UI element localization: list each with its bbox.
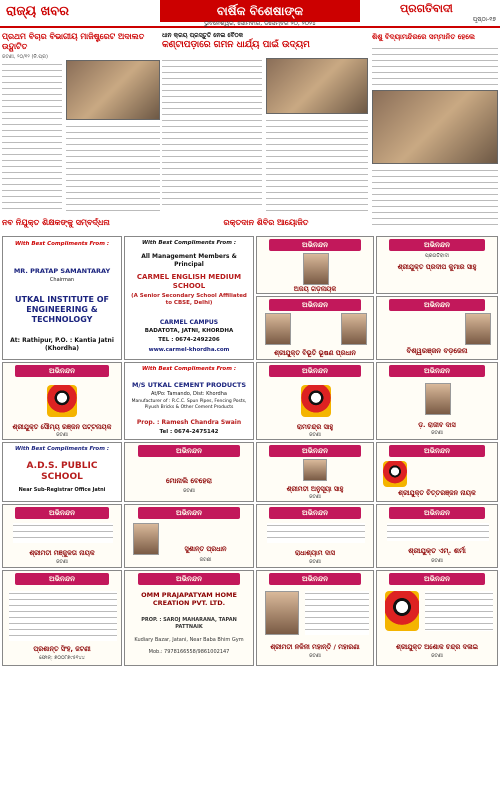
ad-name: ଶ୍ରୀମତୀ ମଞ୍ଜୁଳତା ନାୟକ — [29, 549, 95, 557]
ad-omm-prajapatyam — [124, 570, 254, 666]
ad-banner: ଅଭିନନ୍ଦନ — [269, 445, 362, 457]
ad-banner: ଅଭିନନ୍ଦନ — [15, 573, 109, 585]
ad-utkal-cement — [124, 362, 254, 440]
story-dateline: ଜଟଣୀ, ୨୦/୧୨ (ନି.ପ୍ର) — [2, 54, 48, 60]
ad-utkal-institute — [2, 236, 122, 360]
page-number: ପୃଷ୍ଠା-୧୭ — [472, 16, 496, 23]
ad-sub: ଜଟଣୀ — [56, 559, 68, 565]
ad-banner: ଅଭିନନ୍ଦନ — [389, 445, 485, 457]
ad-name: ଶ୍ରୀଯୁକ୍ତ ବିଭୂତି ଭୂଷଣ ପ୍ରଧାନ — [274, 349, 356, 357]
ad-banner: ଅଭିନନ୍ଦନ — [389, 239, 485, 251]
ad-congrats — [376, 362, 498, 440]
ad-ads-school — [2, 442, 122, 502]
ad-congrats — [256, 570, 374, 666]
story-headline: ଶିଶୁ ବିଦ୍ୟାମନ୍ଦିରରେ ସମ୍ମାନିତ ହେଲେ — [372, 33, 475, 41]
ad-name: MR. PRATAP SAMANTARAY — [13, 267, 111, 275]
ad-phone: TEL : 0674-2492206 — [158, 337, 220, 343]
ad-banner: ଅଭିନନ୍ଦନ — [389, 573, 485, 585]
ad-org: UTKAL INSTITUTE OF ENGINEERING & TECHNOLOGY — [14, 295, 110, 324]
ad-sub: ଜଟଣୀ — [431, 558, 443, 564]
ad-products: Manufacturer of : R.C.C. Spun Pipes, Fencing Posts, Piyush Bricks & Other Cement Products — [131, 399, 247, 410]
portrait-photo — [133, 523, 159, 555]
ad-name: ବିଶ୍ୱରଞ୍ଜନ ବଡ଼ଜେନା — [406, 347, 468, 355]
ad-banner: ଅଭିନନ୍ଦନ — [15, 365, 109, 377]
ad-name: ସୁଶାନ୍ତ ପ୍ରଧାନ — [184, 545, 227, 553]
ad-name: ଅଜୟ ଗଡ଼ନାୟକ — [293, 285, 337, 293]
ad-org: OMM PRAJAPATYAM HOME CREATION PVT. LTD. — [141, 591, 237, 607]
ad-phone: Mob.: 7978166558/9861002147 — [148, 649, 230, 655]
ad-name: ରାମଚନ୍ଦ୍ର ସାହୁ — [296, 423, 334, 431]
story-headline: ନବ ନିଯୁକ୍ତ ଶିକ୍ଷକଙ୍କୁ ସମ୍ବର୍ଦ୍ଧନା — [2, 218, 110, 227]
story-body — [162, 58, 262, 208]
ad-banner: ଅଭିନନ୍ଦନ — [269, 365, 362, 377]
ad-banner: ଅଭିନନ୍ଦନ — [269, 573, 362, 585]
ad-address: BADATOTA, JATNI, KHORDHA — [144, 328, 234, 334]
story-kicker: ଧାନ କ୍ରୟ ପ୍ରସ୍ତୁତି ନେଇ ବୈଠକ — [162, 32, 244, 39]
ad-text — [425, 591, 493, 631]
story-body — [372, 46, 498, 86]
ad-address: Kudiary Bazar, Jatani, Near Baba Bhim Gym — [134, 637, 244, 643]
ad-banner: With Best Compliments From : — [141, 366, 237, 372]
ad-congrats — [2, 570, 122, 666]
ad-banner: ଅଭିନନ୍ଦନ — [269, 239, 362, 251]
story-court-inauguration — [2, 32, 160, 216]
ad-banner: With Best Compliments From : — [14, 446, 110, 452]
ad-congrats — [256, 504, 374, 568]
ad-congrats — [376, 236, 498, 294]
ad-name: ଶ୍ରୀଯୁକ୍ତ ସୌମ୍ୟ ରଞ୍ଜନ ପଟ୍ଟନାୟକ — [12, 423, 112, 431]
ad-carmel-school — [124, 236, 254, 360]
ad-text — [267, 523, 365, 543]
story-photo — [266, 58, 368, 114]
story-headline: ରକ୍ତଦାନ ଶିବିର ଆୟୋଜିତ — [223, 218, 309, 227]
ad-banner: With Best Compliments From : — [14, 241, 110, 247]
edition-date: ଭୁବନେଶ୍ୱର, ସୋମବାର, ଡିସେମ୍ବର ୨୦, ୨୦୨୪ — [204, 20, 316, 27]
story-body-2 — [66, 124, 160, 214]
ad-sub: ଜଟଣୀ — [309, 494, 321, 500]
ad-banner: ଅଭିନନ୍ଦନ — [138, 445, 240, 457]
ad-congrats — [2, 362, 122, 440]
ad-banner: ଅଭିନନ୍ଦନ — [389, 365, 485, 377]
ad-campus: CARMEL CAMPUS — [159, 319, 219, 326]
ad-proprietor: PROP. : SAROJ MAHARANA, TAPAN PATTNAIK — [141, 617, 237, 630]
story-headline: ପ୍ରଥମ ବିଚାର ବିଭାଗୀୟ ମାଜିଷ୍ଟ୍ରେଟ ଅଦାଲତ ଉଦ୍ଘାଟିତ — [2, 32, 145, 51]
ad-org: M/S UTKAL CEMENT PRODUCTS — [131, 381, 247, 389]
ad-org: A.D.S. PUBLIC SCHOOL — [26, 461, 98, 482]
ad-name: ଶ୍ରୀଯୁକ୍ତ ପ୍ରଦୀପ କୁମାର ସାହୁ — [397, 263, 477, 271]
ad-banner: ଅଭିନନ୍ଦନ — [269, 507, 362, 519]
ad-congrats — [124, 442, 254, 502]
ad-sub: ପ୍ରଗତିବାଦୀ — [424, 253, 449, 259]
special-edition-title: ବାର୍ଷିକ ବିଶେଷାଙ୍କ — [160, 0, 360, 22]
ad-phone: Tel : 0674-2475142 — [159, 429, 219, 435]
advertisement-grid — [0, 236, 500, 788]
ad-congrats — [376, 504, 498, 568]
ad-sub: ଜଟଣୀ — [431, 430, 443, 436]
story-headline: କଣ୍ଟାପଡ଼ାରେ ଗମନ ଧାର୍ଯ୍ୟ ପାଇଁ ଉଦ୍ୟମ — [162, 40, 310, 50]
portrait-photo — [265, 591, 299, 635]
ad-name: ଶ୍ରୀଯୁକ୍ତ ଏମ୍. ଶର୍ମା — [408, 547, 466, 555]
ad-banner: With Best Compliments From : — [141, 240, 237, 246]
section-title: ରାଜ୍ୟ ଖବର — [6, 4, 70, 19]
ad-congrats — [376, 442, 498, 502]
ad-congrats — [376, 570, 498, 666]
ad-name: ଡ଼. ରାଜୀବ ଦାସ — [418, 421, 456, 429]
newspaper-logo: ପ୍ରଗତିବାଦୀ — [400, 2, 453, 15]
story-teacher-welcome — [2, 218, 160, 236]
portrait-photo — [303, 253, 329, 285]
ad-banner: ଅଭିନନ୍ଦନ — [389, 507, 485, 519]
ad-sub: ଜଟଣୀ — [309, 432, 321, 438]
ad-proprietor: Prop. : Ramesh Chandra Swain — [136, 419, 242, 426]
masthead — [0, 0, 500, 28]
ad-congrats — [256, 442, 374, 502]
deity-image — [383, 461, 407, 487]
ad-congrats — [2, 504, 122, 568]
ad-website[interactable]: www.carmel-khordha.com — [148, 347, 230, 353]
ad-role: Chairman — [49, 277, 75, 283]
ad-banner: ଅଭିନନ୍ଦନ — [138, 573, 240, 585]
ad-phone: ଫୋନ୍: ୭୦୦୮୭୯୫୧୪୪ — [39, 655, 85, 661]
deity-image — [47, 385, 77, 417]
portrait-photo — [465, 313, 491, 345]
ad-name: ମୋନାଲି ବେହେରା — [166, 477, 212, 485]
story-photo — [66, 60, 160, 120]
portrait-photo — [425, 383, 451, 415]
ad-name: ପ୍ରଶାନ୍ତ ସିଂହ, ଜଟଣୀ — [33, 645, 91, 653]
ad-sub: ଜଟଣୀ — [309, 559, 321, 565]
ad-name: ରାଧାଶ୍ୟାମ ଦାସ — [294, 549, 336, 557]
ad-banner: ଅଭିନନ୍ଦନ — [138, 507, 240, 519]
ad-line: All Management Members & Principal — [141, 253, 237, 268]
ad-address: Near Sub-Registrar Office Jatni — [18, 487, 106, 493]
ad-banner: ଅଭିନନ୍ଦନ — [269, 299, 362, 311]
portrait-photo — [303, 459, 327, 481]
ad-sub: ଜଟଣୀ — [183, 488, 195, 494]
ad-congrats — [256, 296, 374, 360]
ad-banner: ଅଭିନନ୍ଦନ — [15, 507, 109, 519]
ad-congrats — [256, 362, 374, 440]
portrait-photo — [341, 313, 367, 345]
ad-sub: ଜଟଣୀ — [309, 653, 321, 659]
story-body — [2, 62, 62, 212]
ad-note: (A Senior Secondary School Affiliated to CBSE, Delhi) — [131, 293, 247, 306]
ad-congrats — [376, 296, 498, 360]
ad-sub: ଜଟଣୀ — [56, 432, 68, 438]
ad-sub: ଜଟଣୀ — [431, 653, 443, 659]
ad-name: ଶ୍ରୀଯୁକ୍ତ ଅଶୋକ ଚନ୍ଦ୍ର ଦଳାଇ — [395, 643, 478, 651]
ad-banner: ଅଭିନନ୍ଦନ — [389, 299, 485, 311]
ad-org: CARMEL ENGLISH MEDIUM SCHOOL — [136, 273, 242, 290]
story-body-2 — [372, 168, 498, 230]
ad-text — [305, 591, 369, 635]
story-blood-donation — [162, 218, 370, 236]
ad-name: ଶ୍ରୀମତୀ ନଳିନୀ ମହାନ୍ତି / ମହାରଣା — [270, 643, 360, 651]
deity-image — [301, 385, 331, 417]
ad-address: At/Po: Tamando, Dist: Khordha — [151, 391, 227, 397]
ad-text — [13, 523, 113, 543]
ad-name: ଶ୍ରୀମତୀ ଅନୁସୂୟା ସାହୁ — [286, 485, 344, 493]
ad-text — [9, 591, 117, 641]
story-photo — [372, 90, 498, 164]
story-body-2 — [266, 118, 368, 214]
story-school-felicitation — [372, 32, 498, 232]
ad-address: At: Rathipur, P.O. : Kantia Jatni (Khordha) — [10, 337, 114, 352]
ad-name: ଶ୍ରୀଯୁକ୍ତ ଚିତ୍ତରଞ୍ଜନ ନାୟକ — [398, 489, 476, 497]
ad-congrats — [256, 236, 374, 294]
portrait-photo — [265, 313, 291, 345]
deity-image — [385, 591, 419, 631]
ad-congrats — [124, 504, 254, 568]
ad-sub: ଜଟଣୀ — [199, 557, 212, 563]
ad-text — [387, 523, 489, 541]
story-paddy-meeting — [162, 32, 370, 216]
